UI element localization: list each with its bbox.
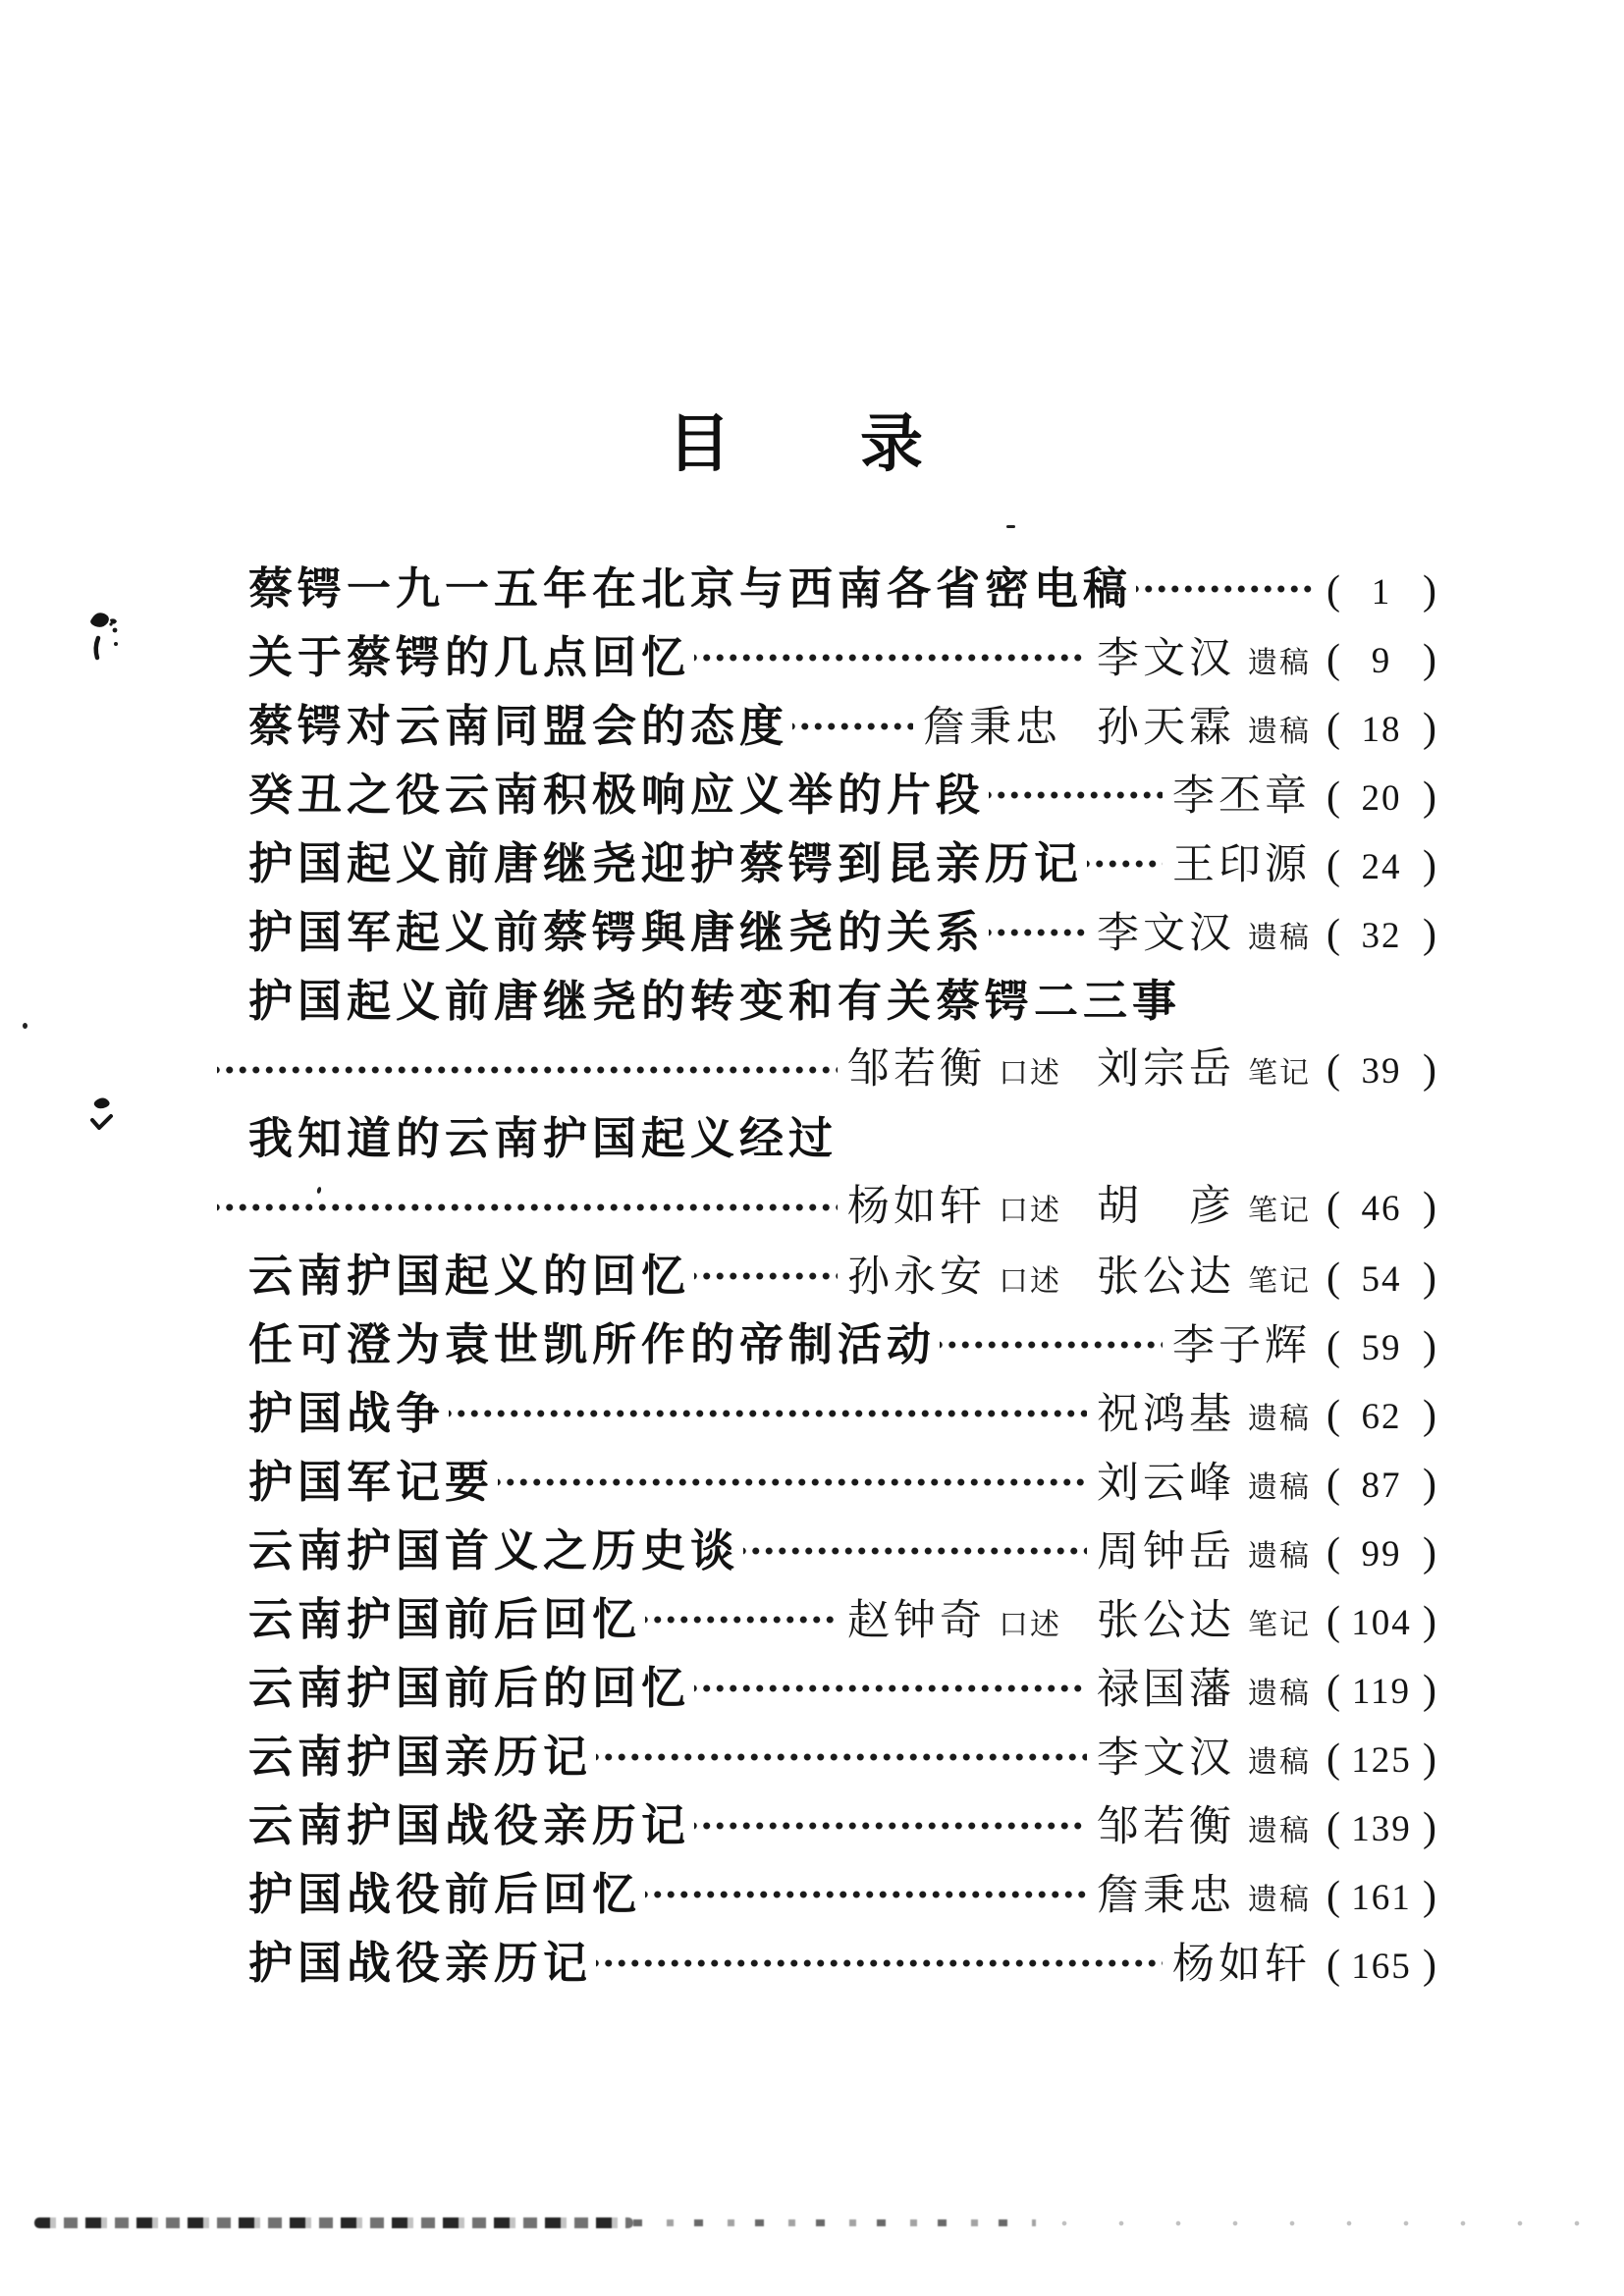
close-paren: ) — [1423, 1874, 1436, 1919]
author-note: 笔记 — [1248, 1265, 1311, 1298]
author-name: 詹秉忠 — [1097, 1873, 1235, 1919]
dot-leader — [645, 1585, 838, 1654]
page-number — [1326, 1244, 1436, 1314]
toc-list — [213, 555, 1436, 1998]
close-paren: ) — [1423, 1943, 1436, 1988]
toc-entry-title: 护国军记要 — [248, 1458, 495, 1507]
author-note: 遗稿 — [1248, 716, 1311, 748]
page-number-value: 119 — [1351, 1672, 1412, 1712]
title-char-2: 录 — [860, 409, 923, 479]
author-name: 杨如轩 — [847, 1184, 986, 1230]
author-note: 口述 — [999, 1609, 1061, 1641]
open-paren: ( — [1326, 1805, 1340, 1850]
page-number-value: 9 — [1371, 641, 1392, 681]
close-paren: ) — [1423, 1047, 1436, 1093]
page-number — [1326, 1381, 1436, 1452]
page-number-value: 62 — [1361, 1397, 1402, 1437]
author — [1097, 1450, 1311, 1522]
open-paren: ( — [1326, 774, 1340, 820]
close-paren: ) — [1423, 774, 1436, 820]
authors-group — [1097, 1656, 1311, 1729]
open-paren: ( — [1326, 568, 1340, 614]
close-paren: ) — [1422, 1668, 1436, 1713]
open-paren: ( — [1326, 1185, 1340, 1230]
toc-entry-title: 云南护国亲历记 — [248, 1733, 593, 1782]
author — [1097, 1244, 1311, 1316]
author-name: 邹若衡 — [847, 1046, 986, 1093]
close-paren: ) — [1423, 1599, 1436, 1644]
author — [1172, 1312, 1311, 1381]
close-paren: ) — [1423, 1805, 1436, 1850]
page-number — [1326, 1725, 1436, 1795]
author — [1097, 1862, 1311, 1935]
author-note: 口述 — [999, 1195, 1061, 1227]
close-paren: ) — [1423, 843, 1436, 888]
author-note: 遗稿 — [1248, 1540, 1311, 1573]
author-name: 胡 彦 — [1097, 1184, 1235, 1230]
close-paren: ) — [1423, 1530, 1436, 1575]
author-name: 孙天霖 — [1097, 705, 1235, 751]
author-name: 张公达 — [1097, 1255, 1235, 1301]
scan-streak-left — [34, 2217, 633, 2228]
toc-entry-title: 护国战争 — [248, 1389, 446, 1438]
author — [923, 694, 1061, 763]
authors-group — [1172, 1312, 1311, 1381]
toc-entry-title: 云南护国前后的回忆 — [248, 1664, 691, 1713]
open-paren: ( — [1326, 1668, 1340, 1713]
page-number-value: 104 — [1351, 1603, 1412, 1643]
toc-entry — [213, 1654, 1436, 1723]
authors-group — [847, 1036, 1311, 1108]
open-paren: ( — [1326, 1530, 1340, 1575]
authors-group — [1097, 1725, 1311, 1797]
toc-entry-title: 护国战役前后回忆 — [248, 1870, 642, 1919]
authors-group — [1097, 625, 1311, 698]
close-paren: ) — [1423, 912, 1436, 957]
authors-group — [1097, 1450, 1311, 1522]
authors-group — [847, 1587, 1311, 1660]
author-name: 邹若衡 — [1097, 1804, 1235, 1850]
toc-entry-title: 关于蔡锷的几点回忆 — [248, 633, 691, 682]
author — [847, 1244, 1061, 1316]
toc-entry — [213, 1104, 1436, 1173]
toc-entry-title: 我知道的云南护国起义经过 — [248, 1114, 839, 1163]
author-name: 刘云峰 — [1097, 1461, 1235, 1507]
authors-group — [847, 1244, 1311, 1316]
author-note: 遗稿 — [1248, 1678, 1311, 1710]
open-paren: ( — [1326, 637, 1340, 682]
open-paren: ( — [1326, 1874, 1340, 1919]
author — [1172, 831, 1311, 900]
open-paren: ( — [1326, 843, 1340, 888]
page-number — [1326, 1587, 1436, 1658]
authors-group — [1172, 831, 1311, 900]
author-name: 李丕章 — [1172, 774, 1311, 820]
dot-leader — [694, 623, 1087, 692]
author — [1172, 763, 1311, 831]
close-paren: ) — [1423, 1462, 1436, 1507]
author-note: 遗稿 — [1248, 1884, 1311, 1916]
author-note: 笔记 — [1248, 1057, 1311, 1090]
author — [1097, 625, 1311, 698]
author — [1097, 1587, 1311, 1660]
author — [1097, 694, 1311, 767]
page-number-value: 99 — [1361, 1534, 1402, 1575]
open-paren: ( — [1326, 1736, 1340, 1782]
author — [1097, 1519, 1311, 1591]
page-number — [1326, 1173, 1436, 1244]
open-paren: ( — [1326, 1255, 1340, 1301]
author — [1097, 1656, 1311, 1729]
open-paren: ( — [1326, 912, 1340, 957]
toc-entry — [213, 1723, 1436, 1791]
page-number — [1326, 763, 1436, 833]
open-paren: ( — [1326, 1462, 1340, 1507]
page-number-value: 20 — [1361, 778, 1402, 819]
page-number-value: 54 — [1361, 1259, 1402, 1300]
toc-entry-title: 任可澄为袁世凯所作的帝制活动 — [248, 1320, 937, 1369]
authors-group — [1097, 900, 1311, 973]
toc-entry — [213, 898, 1436, 967]
dot-leader — [694, 1654, 1087, 1723]
toc-entry — [213, 1585, 1436, 1654]
page-number — [1326, 1793, 1436, 1864]
dot-leader — [940, 1310, 1163, 1379]
authors-group — [1097, 1793, 1311, 1866]
authors-group — [847, 1173, 1311, 1246]
page-number-value: 139 — [1351, 1809, 1412, 1849]
close-paren: ) — [1423, 1255, 1436, 1301]
toc-entry-title: 护国军起义前蔡锷與唐继尧的关系 — [248, 908, 986, 957]
author — [847, 1587, 1061, 1660]
close-paren: ) — [1423, 568, 1436, 614]
page-number-value: 161 — [1351, 1878, 1412, 1918]
author — [847, 1036, 1061, 1108]
toc-entry — [213, 1860, 1436, 1929]
toc-entry-title: 蔡锷对云南同盟会的态度 — [248, 702, 789, 751]
toc-entry — [213, 1929, 1436, 1998]
page-number — [1326, 1931, 1436, 2002]
page-number — [1326, 1036, 1436, 1106]
dot-leader — [694, 1242, 838, 1310]
toc-entry-title: 蔡锷一九一五年在北京与西南各省密电稿 — [248, 564, 1133, 614]
close-paren: ) — [1423, 1324, 1436, 1369]
toc-entry — [213, 692, 1436, 761]
toc-entry — [213, 1379, 1436, 1448]
author — [1097, 900, 1311, 973]
toc-entry — [213, 829, 1436, 898]
close-paren: ) — [1423, 1185, 1436, 1230]
close-paren: ) — [1423, 1393, 1436, 1438]
toc-entry-title: 癸丑之役云南积极响应义举的片段 — [248, 771, 986, 820]
author-name: 杨如轩 — [1172, 1942, 1311, 1988]
author-name: 王印源 — [1172, 842, 1311, 888]
author-note: 遗稿 — [1248, 1815, 1311, 1847]
scan-streak-right — [1036, 2220, 1615, 2226]
page-number — [1326, 1312, 1436, 1383]
toc-entry — [213, 1310, 1436, 1379]
toc-entry — [213, 555, 1436, 623]
dot-leader — [449, 1379, 1087, 1448]
page-number-value: 125 — [1351, 1740, 1412, 1781]
dot-leader — [596, 1929, 1163, 1998]
page-number-value: 24 — [1361, 847, 1402, 887]
author-name: 赵钟奇 — [847, 1598, 986, 1644]
author — [1097, 1381, 1311, 1454]
title-char-1: 目 — [668, 409, 731, 479]
scan-streak-mid — [633, 2219, 1036, 2226]
toc-entry-title: 护国起义前唐继尧的转变和有关蔡锷二三事 — [248, 977, 1182, 1026]
author-name: 祝鸿基 — [1097, 1392, 1235, 1438]
author-name: 詹秉忠 — [923, 705, 1061, 751]
toc-entry-title: 云南护国起义的回忆 — [248, 1252, 691, 1301]
authors-group — [1172, 763, 1311, 831]
open-paren: ( — [1326, 1943, 1340, 1988]
page-number-value: 32 — [1361, 916, 1402, 956]
authors-group — [1097, 1862, 1311, 1935]
close-paren: ) — [1423, 637, 1436, 682]
page-number-value: 39 — [1361, 1051, 1402, 1092]
toc-entry — [213, 623, 1436, 692]
toc-entry-title: 云南护国首义之历史谈 — [248, 1526, 740, 1575]
authors-group — [1097, 1519, 1311, 1591]
page-number-value: 18 — [1361, 710, 1402, 750]
author-note: 遗稿 — [1248, 1746, 1311, 1779]
page-number — [1326, 625, 1436, 696]
dot-leader — [989, 898, 1087, 967]
authors-group — [1172, 1931, 1311, 2000]
paper-speck — [1006, 525, 1015, 528]
page-number-value: 46 — [1361, 1189, 1402, 1229]
open-paren: ( — [1326, 1047, 1340, 1093]
page-number-value: 165 — [1351, 1947, 1412, 1987]
dot-leader — [498, 1448, 1087, 1517]
page-number — [1326, 1656, 1436, 1727]
authors-group — [1097, 1381, 1311, 1454]
open-paren: ( — [1326, 706, 1340, 751]
toc-entry — [213, 1242, 1436, 1310]
close-paren: ) — [1423, 706, 1436, 751]
page-number — [1326, 557, 1436, 627]
author-note: 遗稿 — [1248, 647, 1311, 679]
page-number — [1326, 900, 1436, 971]
dot-leader — [1136, 555, 1317, 623]
open-paren: ( — [1326, 1393, 1340, 1438]
author — [1097, 1725, 1311, 1797]
author-note: 遗稿 — [1248, 1403, 1311, 1435]
toc-entry-title: 护国起义前唐继尧迎护蔡锷到昆亲历记 — [248, 839, 1084, 888]
author-name: 刘宗岳 — [1097, 1046, 1235, 1093]
page-number — [1326, 694, 1436, 765]
author — [1172, 1931, 1311, 2000]
author — [847, 1173, 1061, 1246]
open-paren: ( — [1326, 1324, 1340, 1369]
page-number — [1326, 831, 1436, 902]
author-note: 口述 — [999, 1265, 1061, 1298]
dot-leader — [989, 761, 1163, 829]
page-number — [1326, 1450, 1436, 1521]
dot-leader — [792, 692, 913, 761]
page-title — [0, 400, 1607, 489]
author-note: 笔记 — [1248, 1195, 1311, 1227]
author-name: 禄国藩 — [1097, 1667, 1235, 1713]
author-name: 李文汉 — [1097, 636, 1235, 682]
ink-smudge-upper — [86, 605, 122, 662]
author-name: 李文汉 — [1097, 911, 1235, 957]
page-number-value: 1 — [1371, 572, 1392, 613]
author-note: 遗稿 — [1248, 922, 1311, 954]
close-paren: ) — [1423, 1736, 1436, 1782]
author-note: 遗稿 — [1248, 1471, 1311, 1504]
authors-group — [923, 694, 1311, 767]
author-note: 口述 — [999, 1057, 1061, 1090]
toc-entry-title: 护国战役亲历记 — [248, 1939, 593, 1988]
toc-entry — [213, 967, 1436, 1036]
author-name: 周钟岳 — [1097, 1529, 1235, 1575]
toc-entry-title: 云南护国战役亲历记 — [248, 1801, 691, 1850]
toc-entry-continuation — [213, 1173, 1436, 1242]
toc-entry — [213, 761, 1436, 829]
author-name: 张公达 — [1097, 1598, 1235, 1644]
author-name: 孙永安 — [847, 1255, 986, 1301]
author-name: 李子辉 — [1172, 1323, 1311, 1369]
page-number — [1326, 1862, 1436, 1933]
author — [1097, 1036, 1311, 1108]
toc-entry — [213, 1517, 1436, 1585]
dot-leader — [217, 1036, 838, 1104]
dot-leader — [694, 1791, 1087, 1860]
toc-entry-title: 云南护国前后回忆 — [248, 1595, 642, 1644]
author-note: 笔记 — [1248, 1609, 1311, 1641]
ink-smudge-lower — [88, 1094, 116, 1137]
author — [1097, 1173, 1311, 1246]
page-number-value: 59 — [1361, 1328, 1402, 1368]
dot-leader — [645, 1860, 1087, 1929]
author-name: 李文汉 — [1097, 1735, 1235, 1782]
dot-leader — [596, 1723, 1087, 1791]
page-number-value: 87 — [1361, 1466, 1402, 1506]
author — [1097, 1793, 1311, 1866]
page-number — [1326, 1519, 1436, 1589]
toc-entry — [213, 1791, 1436, 1860]
toc-entry — [213, 1448, 1436, 1517]
open-paren: ( — [1326, 1599, 1340, 1644]
dot-leader — [743, 1517, 1087, 1585]
dot-leader — [217, 1173, 838, 1242]
toc-entry-continuation — [213, 1036, 1436, 1104]
paper-speck — [23, 1023, 27, 1029]
dot-leader — [1087, 829, 1163, 898]
